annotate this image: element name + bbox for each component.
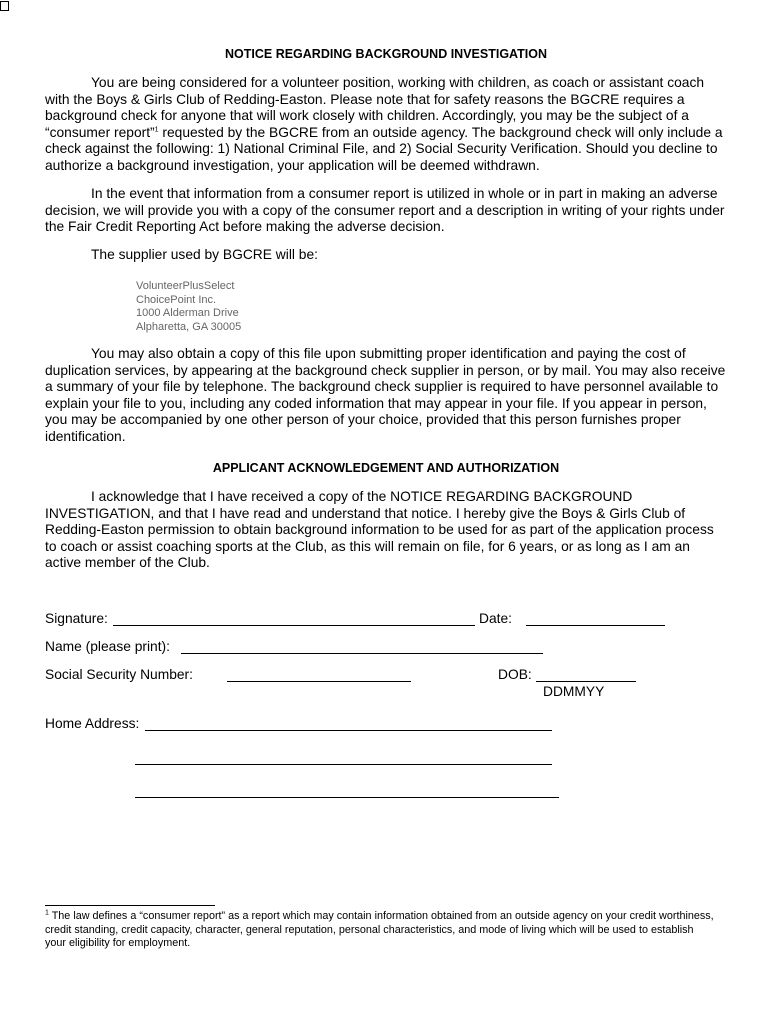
dob-format-hint: DDMMYY — [543, 684, 605, 699]
home-address-line-3[interactable] — [135, 797, 559, 798]
acknowledgement-paragraph: I acknowledge that I have received a copy of the NOTICE REGARDING BACKGROUND INVESTIGATION, and that I have read and understand that notice. I hereby give the Boys & Girls Club of Redding-Easton permission to obtain background information to be used for as part of the application process to coach or assist coaching sports at the Club, as this will remain on file, for 6 years, or as long as I am an active member of the Club. — [45, 489, 714, 570]
name-label: Name (please print): — [45, 639, 170, 654]
home-address-label: Home Address: — [45, 716, 140, 731]
intro-paragraph — [45, 75, 727, 174]
date-line[interactable] — [526, 625, 665, 626]
supplier-company: ChoicePoint Inc. — [136, 293, 217, 306]
ssn-line[interactable] — [227, 681, 411, 682]
supplier-intro-paragraph: The supplier used by BGCRE will be: — [91, 247, 318, 262]
footnote — [45, 910, 715, 951]
footnote-marker: 1 — [45, 909, 49, 917]
supplier-street: 1000 Alderman Drive — [136, 307, 239, 320]
dob-label: DOB: — [498, 667, 532, 682]
supplier-address-block — [136, 280, 241, 334]
supplier-city: Alpharetta, GA 30005 — [136, 320, 242, 333]
file-copy-paragraph: You may also obtain a copy of this file upon submitting proper identification and paying the cost of duplication services, by appearing at the background check supplier in person, or by mail. You may also receive a summary of your file by telephone. The background check supplier is required to have personnel available to explain your file to you, including any coded information that may appear in your file. If you appear in person, you may be accompanied by one other person of your choice, provided that this person furnishes proper identification. — [45, 346, 726, 444]
page-title: NOTICE REGARDING BACKGROUND INVESTIGATION — [225, 47, 547, 61]
signature-label: Signature: — [45, 611, 108, 626]
intro-paragraph-text-a: You are being considered for a volunteer position, working with children, as coach or assistant coach with the Boys & Girls Club of Redding-Easton. Please note that for safety reasons the BGCRE requires a background check for anyone that will work closely with children. Accordingly, you may be the subject of a “consumer report” — [45, 75, 705, 140]
corner-checkbox[interactable] — [0, 1, 9, 11]
dob-line[interactable] — [536, 681, 636, 682]
footnote-divider — [45, 905, 215, 906]
adverse-decision-paragraph: In the event that information from a consumer report is utilized in whole or in part in making an adverse decision, we will provide you with a copy of the consumer report and a description in writing of your rights under the Fair Credit Reporting Act before making the adverse decision. — [45, 186, 725, 234]
home-address-line-2[interactable] — [135, 764, 552, 765]
name-line[interactable] — [181, 653, 543, 654]
footnote-reference: 1 — [154, 125, 159, 133]
acknowledgement-heading: APPLICANT ACKNOWLEDGEMENT AND AUTHORIZATION — [212, 461, 560, 475]
supplier-name: VolunteerPlusSelect — [136, 280, 235, 292]
intro-paragraph-text-b: requested by the BGCRE from an outside agency. The background check will only include a check against the following: 1) National Criminal File, and 2) Social Security Verification. Should you decline to authorize a background investigation, your application will be deemed withdrawn. — [45, 124, 723, 173]
ssn-label: Social Security Number: — [45, 667, 193, 682]
signature-line[interactable] — [113, 625, 475, 626]
home-address-line-1[interactable] — [145, 730, 552, 731]
date-label: Date: — [479, 611, 512, 626]
footnote-text: The law defines a “consumer report” as a report which may contain information obtained from an outside agency on your credit worthiness, credit standing, credit capacity, character, general reputation, personal characteristics, and mode of living which will be used to establish your eligibility for employment. — [45, 910, 714, 949]
